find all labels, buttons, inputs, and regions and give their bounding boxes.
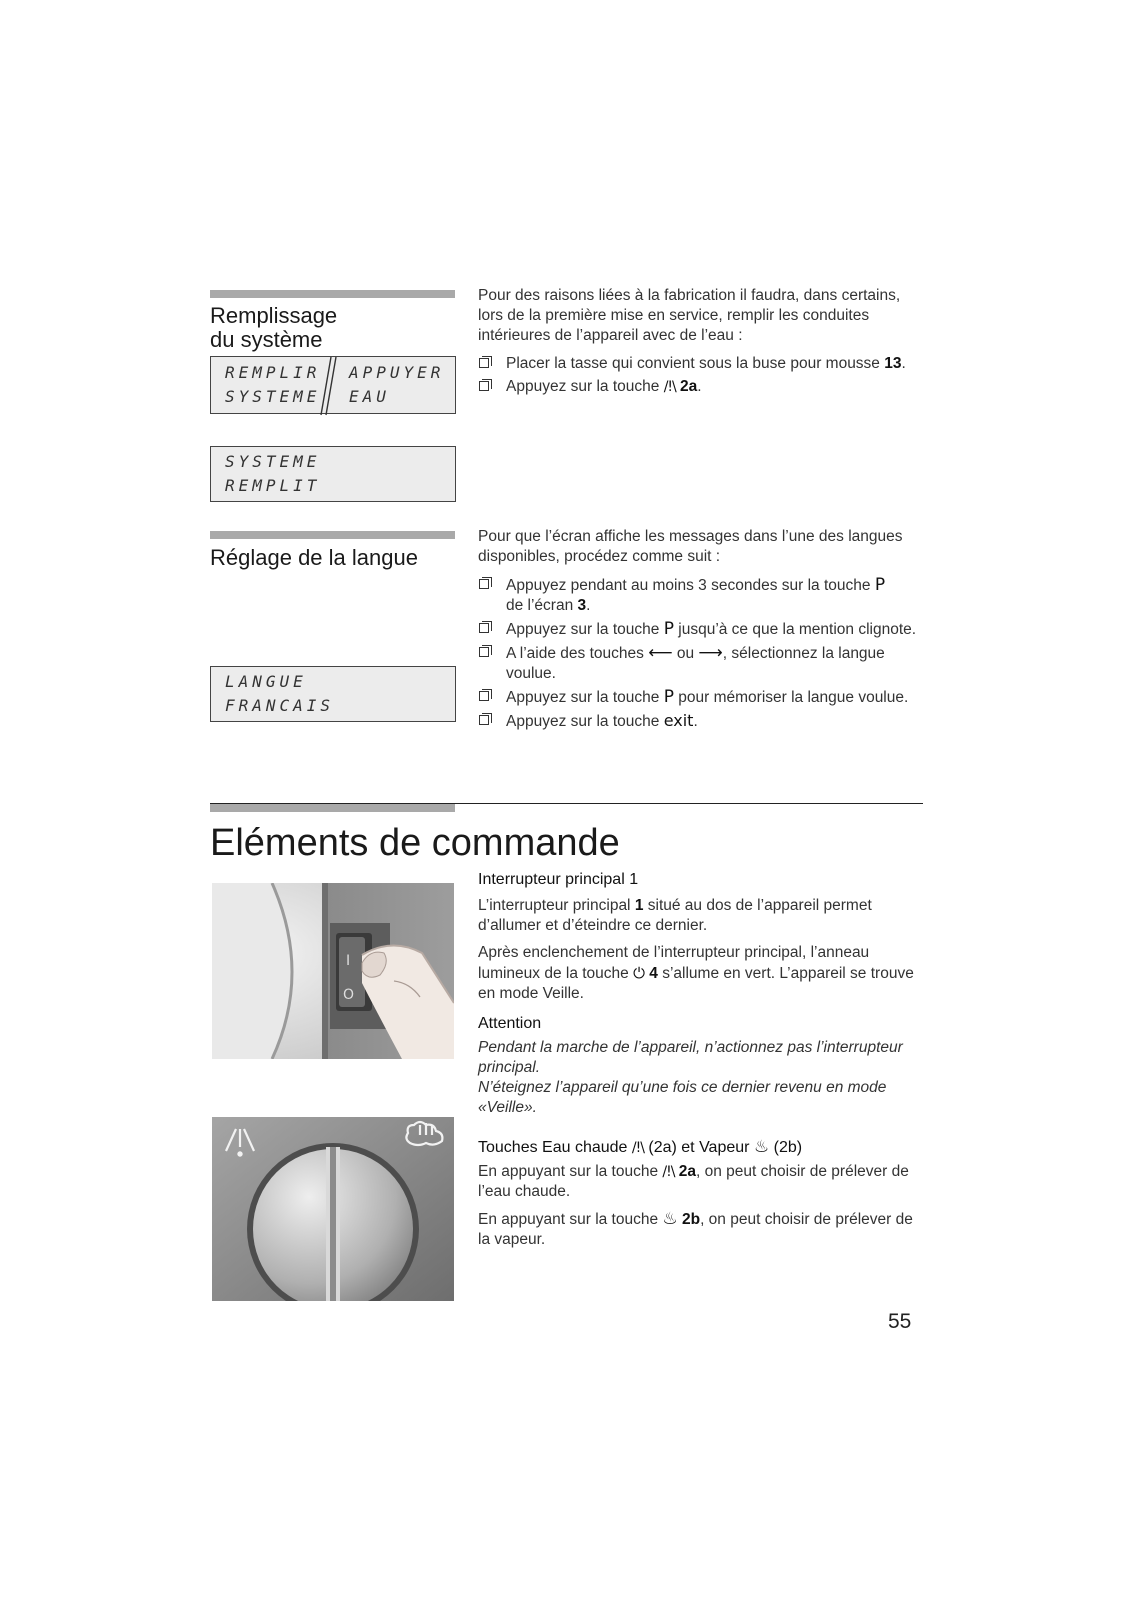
steam-icon: ♨ [753, 1137, 770, 1157]
checkbox-bullet-icon [479, 691, 489, 701]
section-title: Remplissage du système [210, 303, 338, 352]
intro-paragraph: Pour des raisons liées à la fabrication il faudra, dans certains, lors de la première mise en service, remplir les conduites intérieures de l’appareil avec de l’eau : [478, 287, 901, 344]
main-switch-section [478, 870, 923, 1250]
arrow-right-icon: ⟶ [698, 643, 723, 663]
main-switch-illustration [212, 883, 454, 1059]
warning-text: N’éteignez l’appareil qu’une fois ce dernier revenu en mode «Veille». [478, 1079, 887, 1116]
steps-list [478, 575, 918, 735]
page-title: Eléments de commande [210, 822, 620, 864]
lcd-display [210, 356, 456, 414]
control-dial-photo [212, 1117, 454, 1301]
checkbox-bullet-icon [479, 358, 489, 368]
section-title: Réglage de la langue [210, 545, 418, 570]
subsection-heading: Touches Eau chaude /!\ (2a) et Vapeur ♨ (2b) [478, 1137, 803, 1157]
subsection-heading: Attention [478, 1015, 542, 1032]
paragraph: L’interrupteur principal 1 situé au dos de l’appareil permet d’allumer et d’éteindre ce dernier. [478, 897, 872, 934]
exit-key-label: exit [663, 711, 694, 730]
paragraph: Après enclenchement de l’interrupteur principal, l’anneau lumineux de la touche ⏻ 4 s’allume en vert. L’appareil se trouve en mode Veille. [478, 944, 914, 1002]
paragraph: En appuyant sur la touche /!\ 2a, on peut choisir de prélever de l’eau chaude. [478, 1163, 909, 1200]
lcd-line: REMPLIR [225, 363, 321, 382]
intro-paragraph: Pour que l’écran affiche les messages dans l’une des langues disponibles, procédez comme suit : [478, 528, 903, 565]
paragraph: En appuyant sur la touche ♨ 2b, on peut choisir de prélever de la vapeur. [478, 1209, 913, 1248]
section-bar [210, 804, 455, 812]
lcd-line: SYSTEME [225, 452, 321, 471]
checkbox-bullet-icon [479, 579, 489, 589]
p-key-icon: P [663, 619, 674, 639]
svg-text:I: I [346, 953, 351, 969]
list-item: Appuyez sur la touche exit. [478, 711, 918, 732]
lcd-line: EAU [349, 387, 390, 406]
list-item: A l’aide des touches ⟵ ou ⟶, sélectionnez la langue voulue. [478, 643, 918, 684]
list-item: Placer la tasse qui convient sous la buse pour mousse 13. [478, 354, 918, 374]
section-bar [210, 531, 455, 539]
section-bar [210, 290, 455, 298]
hot-water-icon: /!\ [662, 1164, 675, 1180]
checkbox-bullet-icon [479, 381, 489, 391]
lcd-display [210, 446, 456, 502]
lcd-line: LANGUE [225, 672, 307, 691]
lcd-line: FRANCAIS [225, 696, 335, 715]
list-item: Appuyez sur la touche P jusqu’à ce que la mention clignote. [478, 619, 918, 640]
checkbox-bullet-icon [479, 623, 489, 633]
main-switch-photo [212, 883, 454, 1059]
p-key-icon: P [874, 575, 886, 595]
page-number: 55 [888, 1310, 912, 1333]
power-icon: ⏻ [633, 964, 645, 982]
svg-text:O: O [343, 987, 355, 1003]
list-item: Appuyez sur la touche /!\ 2a. [478, 377, 918, 397]
subsection-heading: Interrupteur principal 1 [478, 871, 639, 888]
checkbox-bullet-icon [479, 715, 489, 725]
arrow-left-icon: ⟵ [648, 643, 673, 663]
p-key-icon: P [663, 687, 674, 707]
lcd-line: APPUYER [349, 363, 445, 382]
lcd-line: SYSTEME [225, 387, 321, 406]
list-item: Appuyez pendant au moins 3 secondes sur la touche P de l’écran 3. [478, 575, 918, 616]
lcd-display [210, 666, 456, 722]
hot-water-icon: /!\ [631, 1140, 644, 1156]
steam-icon: ♨ [662, 1209, 678, 1229]
warning-text: Pendant la marche de l’appareil, n’actionnez pas l’interrupteur principal. [478, 1039, 903, 1076]
lcd-line: REMPLIT [225, 476, 321, 495]
control-dial-illustration [212, 1117, 454, 1301]
steps-list [478, 354, 918, 400]
list-item: Appuyez sur la touche P pour mémoriser la langue voulue. [478, 687, 918, 708]
hot-water-icon: /!\ [663, 379, 676, 395]
checkbox-bullet-icon [479, 647, 489, 657]
double-slash-divider [317, 355, 339, 417]
